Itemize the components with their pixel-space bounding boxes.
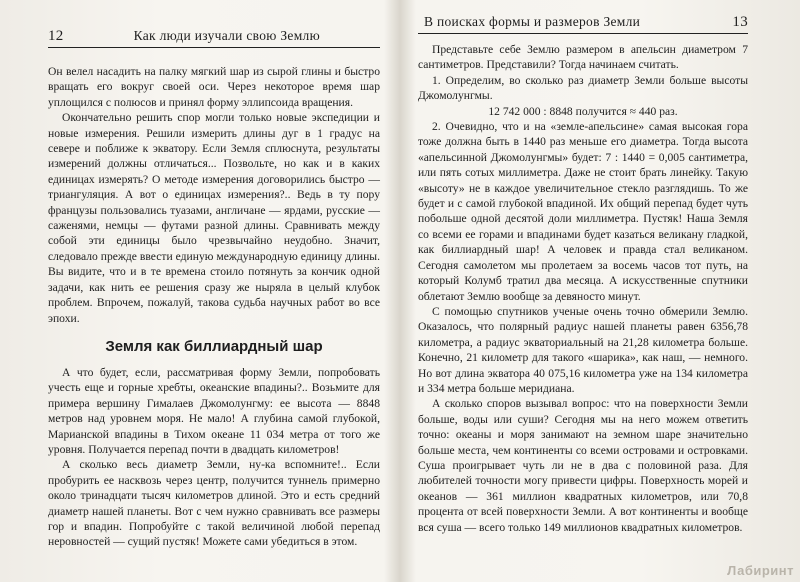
left-page-header xyxy=(48,28,380,48)
right-page-header xyxy=(418,14,748,34)
right-page-body xyxy=(418,42,748,535)
section-title: Земля как биллиардный шар xyxy=(105,337,323,355)
paragraph: А что будет, если, рассматривая форму Земли, попробовать учесть еще и горные хребты, океанские впадины?.. Возьмите для примера вершину Гималаев Джомолунгму: ее высота — 8848 метров над уровнем моря. Не мало! А глубина самой глубокой, Марианской впадины в Тихом океане 11 034 метра от того же уровня. Получается перепад почти в двадцать километров! xyxy=(48,365,380,456)
paragraph: Окончательно решить спор могли только новые экспедиции и новые измерения. Решили измерить длины дуг в 1 градус на севере и поближе к экватору. Если Земля сплюснута, результаты измерений должны отличаться... Позвольте, но как и в каких единицах измерять? О методе измерения договорились быстро — триангуляция. А вот о единицах измерения?.. Ведь в ту пору французы пользовались туазами, англичане — ярдами, русские — саженями, немцы — футами разной длины. Сравнивать между собой эти единицы было чрезвычайно неудобно. Значит, следовало прежде ввести единую международную единицу длины. Вы видите, что и в те времена стоило потянуть за кончик одной задачи, как нить ее решения сразу же ныряла в целый клубок проблем. Впрочем, пожалуй, такова судьба научных работ во все эпохи. xyxy=(48,111,380,325)
watermark-logo: Лабиринт xyxy=(727,563,794,578)
page-number: 13 xyxy=(732,14,748,30)
paragraph: 1. Определим, во сколько раз диаметр Земли больше высоты Джомолунгмы. xyxy=(418,73,748,103)
paragraph: Представьте себе Землю размером в апельсин диаметром 7 сантиметров. Представили? Тогда начинаем считать. xyxy=(418,43,748,72)
paragraph: А сколько споров вызывал вопрос: что на поверхности Земли больше, воды или суши? Сегодня мы на него можем ответить точно: океаны и моря занимают на земном шаре значительно больше места, чем континенты со всеми островами и островками. Суша проигрывает чуть ли не в два с половиной раза. Для любителей точности могу привести цифры. Поверхность морей и океанов — 361 миллион квадратных километров, или 70,8 процента от всей поверхности Земли. А вот континенты и вообще вся суша — всего только 149 миллионов квадратных километров. xyxy=(418,397,748,534)
paragraph: 12 742 000 : 8848 получится ≈ 440 раз. xyxy=(488,104,678,118)
page-number: 12 xyxy=(48,28,64,44)
paragraph: 2. Очевидно, что и на «земле-апельсине» самая высокая гора тоже должна быть в 1440 раз меньше его диаметра. Тогда высота «апельсинной Джомолунгмы» будет: 7 : 1440 = 0,005 сантиметра, или пять сотых миллиметра. Даже не стоит брать линейку. Такую «высоту» не в каждое увеличительное стекло разглядишь. То же будет и с самой глубокой впадиной. Их общий перепад будет чуть побольше одной десятой доли миллиметра. Пустяк! Наша Земля со всеми ее горами и впадинами будет казаться великану гладкой, как биллиардный шар! А человек и правда стал великаном. Сегодня самолетом мы пролетаем за восемь часов тот путь, на который Колумб тратил два месяца. А искусственные спутники облетают Землю вообще за девяносто минут. xyxy=(418,120,748,303)
paragraph: А сколько весь диаметр Земли, ну-ка вспомните!.. Если пробурить ее насквозь через центр, получится туннель примерно около тринадцати тысяч километров длиной. Это и есть средний диаметр нашей планеты. Вот с чем нужно сравнивать все размеры гор и впадин. Попробуйте с такой величиной любой перепад неровностей — сущий пустяк! Можете сами убедиться в этом. xyxy=(48,458,380,549)
right-page xyxy=(402,0,800,582)
paragraph: С помощью спутников ученые очень точно обмерили Землю. Оказалось, что полярный радиус нашей планеты равен 6356,78 километра, а радиус экваториальный на 21,28 километра больше. Конечно, 21 километр для такого «шарика», как наш, — немного. Но вот длина экватора 40 075,16 километра уже на 134 километра и 334 метра больше меридиана. xyxy=(418,304,748,395)
running-head: В поисках формы и размеров Земли xyxy=(424,14,641,29)
left-page xyxy=(0,0,398,582)
running-head: Как люди изучали свою Землю xyxy=(133,28,320,43)
paragraph: Он велел насадить на палку мягкий шар из сырой глины и быстро вращать его вокруг своей оси. Через некоторое время шар уплощился с полюсов и принял форму эллипсоида вращения. xyxy=(48,65,380,109)
left-page-body xyxy=(48,64,380,550)
